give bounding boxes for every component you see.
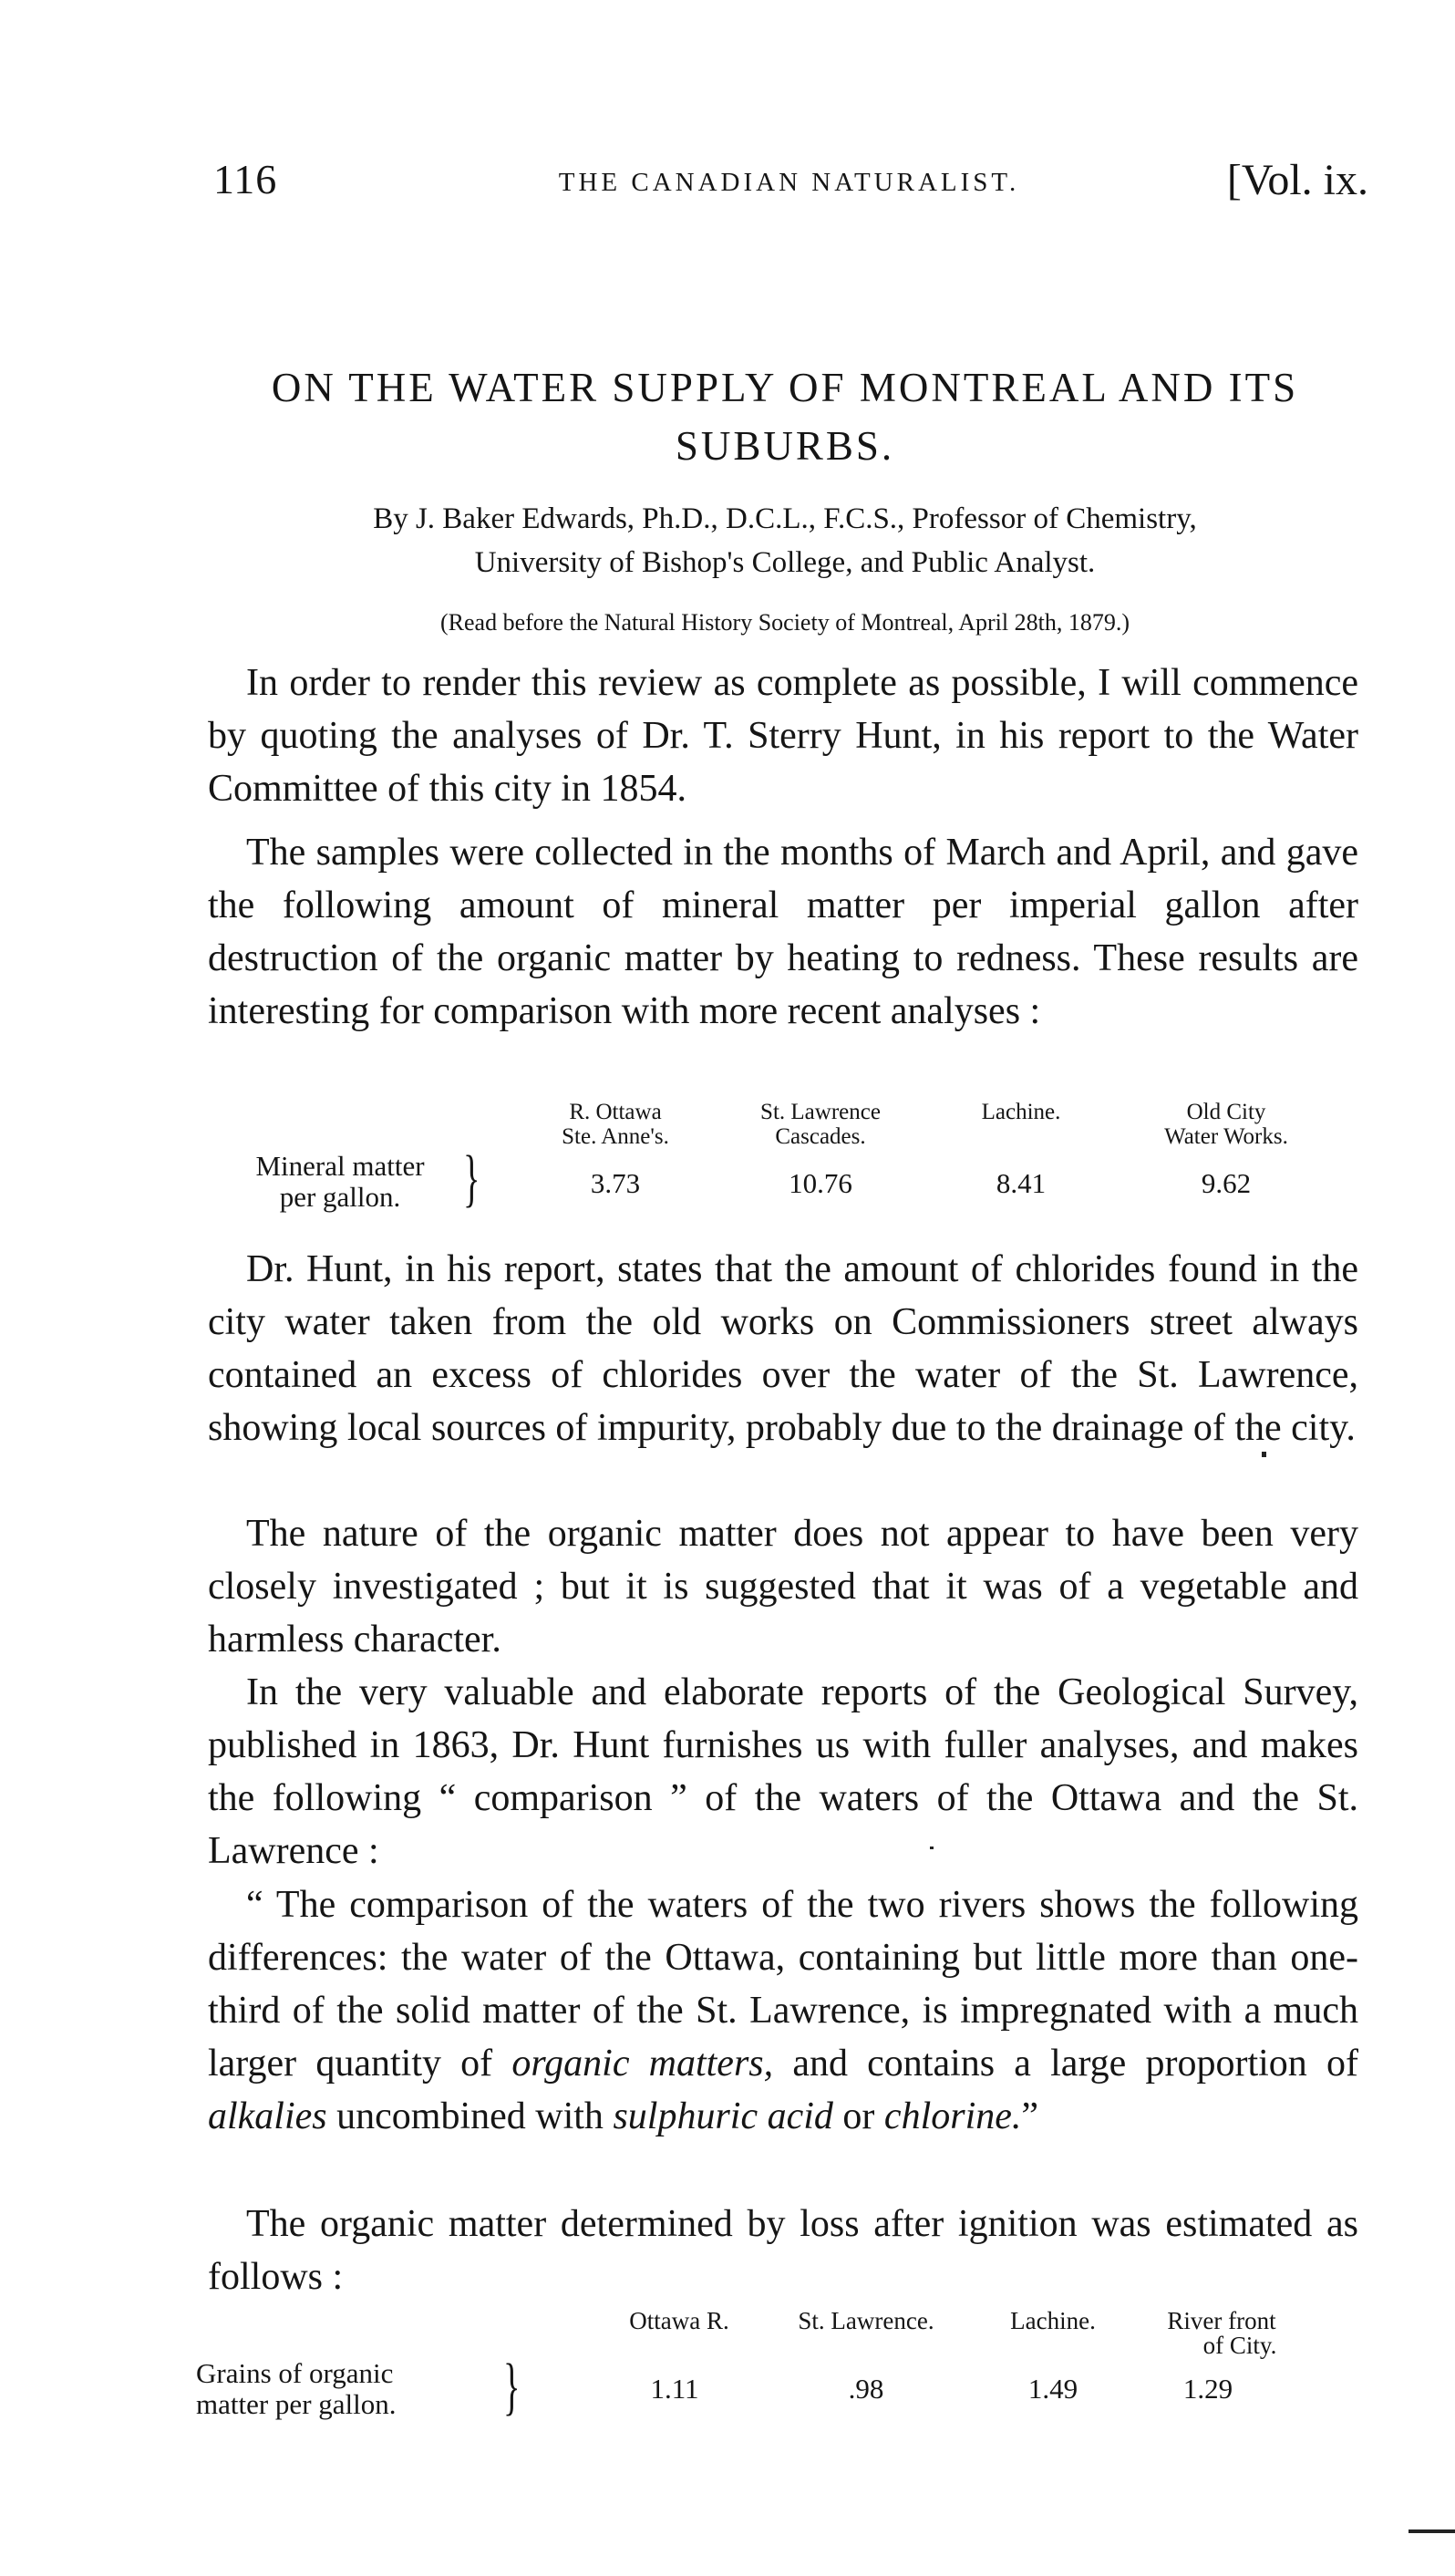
table1-col-header-3 xyxy=(948,1100,1094,1124)
quote-text-3: uncombined with xyxy=(326,2095,614,2137)
table1-col-header-1-line-2: Ste. Anne's. xyxy=(562,1124,669,1149)
table2-col-header-1-line-1: Ottawa R. xyxy=(629,2307,729,2334)
quote-close: ” xyxy=(1021,2095,1039,2137)
paragraph-3: Dr. Hunt, in his report, states that the amount of chlorides found in the city water taken from the old works on Commissioners street always contained an excess of chlorides over the water of the St. Lawrence, showing local sources of impurity, probably due to the drainage of the city. xyxy=(208,1248,1358,1449)
quote-text-4: or xyxy=(832,2095,884,2137)
table1-value-2: 10.76 xyxy=(789,1167,852,1199)
table1-value-4: 9.62 xyxy=(1201,1167,1252,1199)
table2-brace: } xyxy=(503,2352,521,2422)
paragraph-4: The nature of the organic matter does not appear to have been very closely investigated ; but it is suggested that it was of a vegetable and harmless character. xyxy=(208,1513,1358,1660)
paragraph-2: The samples were collected in the months of March and April, and gave the following amount of mineral matter per imperial gallon after destruction of the organic matter by heating to redness. These results are interesting for comparison with more recent analyses : xyxy=(208,832,1358,1032)
table2-value-3: 1.49 xyxy=(1027,2373,1078,2405)
table1-col-header-2-line-1: St. Lawrence xyxy=(760,1100,881,1124)
byline-line-1: By J. Baker Edwards, Ph.D., D.C.L., F.C.S., Professor of Chemistry, xyxy=(373,502,1197,535)
table2-row-label xyxy=(196,2358,506,2420)
author-byline xyxy=(205,497,1365,585)
table1-value-1: 3.73 xyxy=(590,1167,641,1199)
table1-col-header-4-line-2: Water Works. xyxy=(1164,1124,1288,1149)
article-title-line-1: ON THE WATER SUPPLY OF MONTREAL AND ITS xyxy=(271,365,1299,410)
quote-text-2: and contains a large proportion of xyxy=(773,2043,1358,2085)
table2-col-header-4-line-2: of City. xyxy=(1202,2332,1277,2359)
table2-value-2: .98 xyxy=(848,2373,884,2405)
table2-col-header-2-line-1: St. Lawrence. xyxy=(798,2307,934,2334)
quote-text-1: “ The comparison of the waters of the two rivers shows the following differences: the water of the Ottawa, containing but little more than one-third of the solid matter of the St. Lawrence, is impregnated with a much larger quantity of xyxy=(208,1884,1358,2085)
byline-line-2: University of Bishop's College, and Public Analyst. xyxy=(474,546,1096,579)
paragraph-7: The organic matter determined by loss after ignition was estimated as follows : xyxy=(208,2203,1358,2298)
page-number: 116 xyxy=(213,156,278,202)
table1-row-label xyxy=(208,1151,472,1213)
table2-col-header-4-line-1: River front xyxy=(1167,2307,1276,2334)
table1-row-label-line-1: Mineral matter xyxy=(255,1150,425,1182)
table1-brace: } xyxy=(463,1143,480,1214)
running-title: THE CANADIAN NATURALIST. xyxy=(558,168,1020,197)
table2-col-header-2 xyxy=(766,2309,966,2333)
table1-col-header-2 xyxy=(720,1100,921,1149)
volume-label: [Vol. ix. xyxy=(1226,156,1368,204)
table2-col-header-4 xyxy=(1130,2309,1313,2358)
article-title xyxy=(205,358,1365,475)
table2-value-1: 1.11 xyxy=(650,2373,699,2405)
table2-row-label-line-1: Grains of organic xyxy=(196,2357,394,2389)
table1-value-3: 8.41 xyxy=(996,1167,1047,1199)
ink-speck-2 xyxy=(930,1847,934,1849)
table1-col-header-1 xyxy=(533,1100,697,1149)
quote-organic-matters: organic matters, xyxy=(511,2043,774,2085)
paragraph-6 xyxy=(208,1878,1358,2143)
table2-col-header-3 xyxy=(980,2309,1126,2333)
table2-row-label-line-2: matter per gallon. xyxy=(196,2388,397,2420)
table2-col-header-3-line-1: Lachine. xyxy=(1010,2307,1096,2334)
table1-col-header-4 xyxy=(1108,1100,1345,1149)
table1-col-header-1-line-1: R. Ottawa xyxy=(569,1100,662,1124)
page-edge-rule xyxy=(1409,2529,1455,2533)
quote-alkalies: alkalies xyxy=(208,2095,327,2137)
page-header xyxy=(210,155,1368,210)
table1-row-label-line-2: per gallon. xyxy=(279,1181,401,1213)
read-before-note: (Read before the Natural History Society of Montreal, April 28th, 1879.) xyxy=(440,609,1130,636)
article-title-line-2: SUBURBS. xyxy=(675,423,895,469)
table1-col-header-2-line-2: Cascades. xyxy=(775,1124,866,1149)
paragraph-1: In order to render this review as complete as possible, I will commence by quoting the analyses of Dr. T. Sterry Hunt, in his report to the Water Committee of this city in 1854. xyxy=(208,662,1358,810)
ink-speck xyxy=(1262,1452,1266,1457)
table2-col-header-1 xyxy=(597,2309,761,2333)
table1-col-header-4-line-1: Old City xyxy=(1186,1100,1266,1124)
table2-value-4: 1.29 xyxy=(1182,2373,1233,2405)
quote-sulphuric-acid: sulphuric acid xyxy=(613,2095,833,2137)
quote-chlorine: chlorine. xyxy=(883,2095,1022,2137)
table1-col-header-3-line-1: Lachine. xyxy=(981,1100,1061,1124)
paragraph-5: In the very valuable and elaborate reports of the Geological Survey, published in 1863, Dr. Hunt furnishes us with fuller analyses, and makes the following “ comparison ” of the waters of the Ottawa and the St. Lawrence : xyxy=(208,1671,1358,1872)
